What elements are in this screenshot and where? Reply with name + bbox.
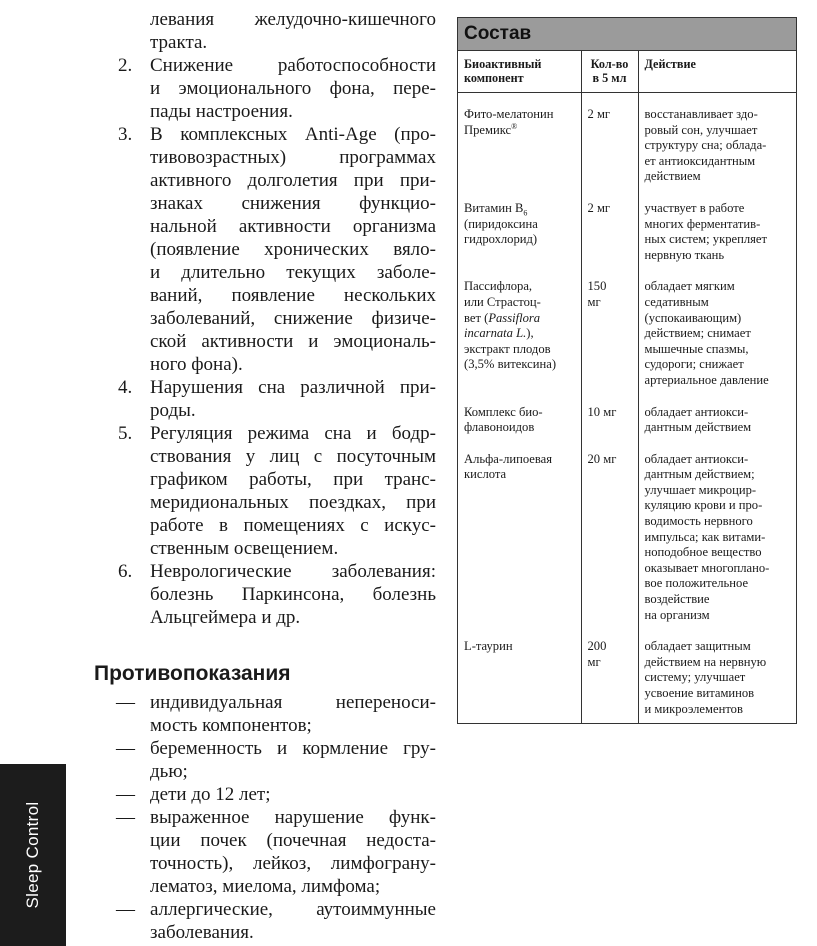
cell-line — [464, 123, 577, 139]
text-line: индивидуальная непереноси- — [150, 692, 436, 713]
list-dash: — — [116, 899, 135, 920]
cell-line: дантным действием; — [644, 467, 755, 482]
list-item — [96, 898, 436, 944]
list-item — [96, 806, 436, 898]
text-line: болезнь Паркинсона, болезнь — [150, 584, 436, 605]
cell-line: или Страстоц- — [464, 294, 541, 309]
text-line: знаках снижения функцио- — [150, 193, 436, 214]
cell-action — [638, 93, 796, 185]
text-line: лематоз, миелома, лимфома; — [150, 876, 381, 897]
cell-text: Премикс — [464, 122, 512, 137]
cell-line: структуру сна; облада- — [644, 138, 767, 153]
text-line: роды. — [150, 400, 196, 421]
text-line: Регуляция режима сна и бодр- — [150, 423, 436, 444]
cell-quantity — [581, 93, 638, 185]
cell-line: Фито-мелатонин — [464, 107, 554, 121]
text-line: точность), лейкоз, лимфограну- — [150, 853, 436, 874]
cell-component — [458, 263, 581, 388]
list-number: 2. — [118, 55, 133, 76]
cell-line: ных систем; укрепляет — [644, 232, 767, 247]
cell-line: 2 мг — [587, 107, 611, 121]
text-line: Нарушения сна различной при- — [150, 377, 436, 398]
list-dash: — — [116, 738, 135, 759]
text-line: дети до 12 лет; — [150, 784, 271, 805]
cell-line: L-таурин — [464, 639, 513, 654]
cell-line: мг — [587, 294, 601, 309]
cell-line: ровый сон, улучшает — [644, 122, 758, 137]
cell-text: incarnata L. — [464, 326, 527, 341]
cell-component — [458, 389, 581, 436]
text-line: мость компонентов; — [150, 715, 312, 736]
cell-line: кислота — [464, 467, 507, 482]
cell-text: вет ( — [464, 310, 489, 325]
list-number: 5. — [118, 423, 133, 444]
cell-line: улучшает микроцир- — [644, 482, 757, 497]
text-line: работе в помещениях с искус- — [150, 515, 436, 536]
cell-line: Альфа-липоевая — [464, 451, 553, 466]
text-line: беременность и кормление гру- — [150, 738, 436, 759]
cell-line: нервную ткань — [644, 247, 725, 262]
cell-action — [638, 436, 796, 624]
list-number: 3. — [118, 124, 133, 145]
header-line: в 5 мл — [592, 71, 627, 85]
list-dash: — — [116, 807, 135, 828]
text-line: Снижение работоспособности — [150, 55, 436, 76]
cell-line: и микроэлементов — [644, 701, 743, 716]
list-dash: — — [116, 692, 135, 713]
text-line: пады настроения. — [150, 101, 293, 122]
list-number: 4. — [118, 377, 133, 398]
subscript: 6 — [523, 208, 528, 218]
cell-line: на организм — [644, 607, 710, 622]
cell-line: 200 — [587, 639, 607, 654]
composition-table — [457, 17, 797, 724]
text-line: аллергические, аутоиммунные — [150, 899, 436, 920]
text-line: меридиональных поездках, при — [150, 492, 436, 513]
text-line: (появление хронических вяло- — [150, 239, 436, 260]
cell-line: многих ферментатив- — [644, 216, 761, 231]
table-row — [458, 389, 796, 436]
text-line: Неврологические заболевания: — [150, 561, 436, 582]
header-component — [458, 51, 581, 93]
text-line: нальной активности организма — [150, 216, 436, 237]
text-line: ваний, появление нескольких — [150, 285, 436, 306]
cell-line: артериальное давление — [644, 372, 769, 387]
cell-line: действием; снимает — [644, 326, 751, 341]
cell-component — [458, 436, 581, 624]
text-line: тивовозрастных) программах — [150, 147, 436, 168]
table-row — [458, 93, 796, 185]
header-line: компонент — [464, 71, 524, 85]
text-line: и длительно текущих заболе- — [150, 262, 436, 283]
table-row — [458, 623, 796, 723]
text-line: левания желудочно-кишечного — [150, 9, 436, 30]
cell-line: мышечные спазмы, — [644, 341, 749, 356]
cell-action — [638, 389, 796, 436]
text-line: дью; — [150, 761, 188, 782]
cell-action — [638, 263, 796, 388]
table-row — [458, 263, 796, 388]
side-section-tab — [0, 764, 66, 946]
text-line: тракта. — [150, 32, 208, 53]
cell-line: восстанавливает здо- — [644, 107, 758, 121]
cell-line: обладает антиокси- — [644, 451, 749, 466]
cell-line: дантным действием — [644, 420, 752, 435]
cell-line: 2 мг — [587, 200, 611, 215]
cell-text: Passiflora — [488, 310, 541, 325]
cell-component — [458, 185, 581, 263]
cell-line: оказывает многоплано- — [644, 560, 770, 575]
table-row — [458, 436, 796, 624]
cell-quantity — [581, 263, 638, 388]
composition-grid — [458, 51, 796, 723]
cell-line: обладает антиокси- — [644, 404, 749, 419]
cell-line: импульса; как витами- — [644, 529, 766, 544]
cell-line: 150 — [587, 279, 607, 294]
list-item — [96, 123, 436, 376]
list-item — [96, 422, 436, 560]
list-item — [96, 783, 436, 806]
cell-line: экстракт плодов — [464, 341, 551, 356]
cell-component — [458, 93, 581, 185]
text-line: ственным освещением. — [150, 538, 339, 559]
cell-line: гидрохлорид) — [464, 232, 538, 247]
list-item — [96, 376, 436, 422]
cell-line — [464, 201, 577, 217]
header-action — [638, 51, 796, 93]
cell-line: воздействие — [644, 592, 710, 607]
list-number: 6. — [118, 561, 133, 582]
cell-line — [464, 311, 577, 327]
indications-list — [96, 54, 436, 629]
cell-line: (пиридоксина — [464, 216, 538, 231]
cell-line: вое положительное — [644, 576, 749, 591]
cell-line: судороги; снижает — [644, 357, 744, 372]
cell-quantity — [581, 623, 638, 723]
header-line: Кол-во — [590, 57, 629, 71]
cell-component — [458, 623, 581, 723]
text-line: активного долголетия при при- — [150, 170, 436, 191]
cell-line: ноподобное вещество — [644, 545, 762, 560]
list-item — [96, 560, 436, 629]
cell-action — [638, 623, 796, 723]
intro-paragraph — [96, 8, 436, 54]
contraindications-list — [96, 691, 436, 944]
side-tab-label: Sleep Control — [23, 801, 42, 909]
cell-text: Витамин B — [464, 200, 524, 215]
cell-line: обладает мягким — [644, 279, 735, 294]
cell-line: Пассифлора, — [464, 279, 533, 294]
cell-line — [464, 326, 577, 342]
cell-line: мг — [587, 654, 601, 669]
list-item — [96, 737, 436, 783]
list-item — [96, 54, 436, 123]
table-title: Состав — [458, 18, 796, 51]
cell-line: усвоение витаминов — [644, 686, 755, 700]
text-line: ствования у лиц с посуточным — [150, 446, 436, 467]
cell-quantity — [581, 436, 638, 624]
cell-line: Комплекс био- — [464, 404, 543, 419]
cell-line: действием на нервную — [644, 654, 767, 669]
text-line: ного фона). — [150, 354, 243, 375]
cell-quantity — [581, 185, 638, 263]
cell-line: участвует в работе — [644, 200, 745, 215]
text-line: и эмоционального фона, пере- — [150, 78, 436, 99]
header-line: Биоактивный — [464, 57, 542, 71]
list-item — [96, 691, 436, 737]
cell-line: систему; улучшает — [644, 670, 746, 685]
cell-line: действием — [644, 169, 701, 184]
registered-mark: ® — [511, 121, 518, 131]
text-line: заболевания. — [150, 922, 254, 943]
cell-line: куляцию крови и про- — [644, 498, 763, 513]
cell-action — [638, 185, 796, 263]
cell-line: (3,5% витексина) — [464, 357, 557, 372]
text-line: ции почек (почечная недоста- — [150, 830, 436, 851]
table-header-row — [458, 51, 796, 93]
cell-line: водимость нервного — [644, 514, 753, 529]
cell-line: обладает защитным — [644, 639, 751, 654]
cell-line: 10 мг — [587, 404, 617, 419]
text-line: ской активности и эмоциональ- — [150, 331, 436, 352]
cell-quantity — [581, 389, 638, 436]
table-row — [458, 185, 796, 263]
cell-line: 20 мг — [587, 451, 617, 466]
header-quantity — [581, 51, 638, 93]
text-line: В комплексных Anti-Age (про- — [150, 124, 436, 145]
contraindications-heading: Противопоказания — [94, 662, 291, 685]
text-line: заболеваний, снижение физиче- — [150, 308, 436, 329]
list-dash: — — [116, 784, 135, 805]
text-line: графиком работы, при транс- — [150, 469, 436, 490]
text-line: Альцгеймера и др. — [150, 607, 301, 628]
header-line: Действие — [644, 57, 696, 71]
cell-line: (успокаивающим) — [644, 310, 742, 325]
cell-line: седативным — [644, 294, 709, 309]
cell-text: ), — [526, 326, 534, 341]
cell-line: флавоноидов — [464, 420, 535, 435]
cell-line: ет антиоксидантным — [644, 153, 756, 168]
text-line: выраженное нарушение функ- — [150, 807, 436, 828]
left-text-column — [96, 8, 436, 944]
